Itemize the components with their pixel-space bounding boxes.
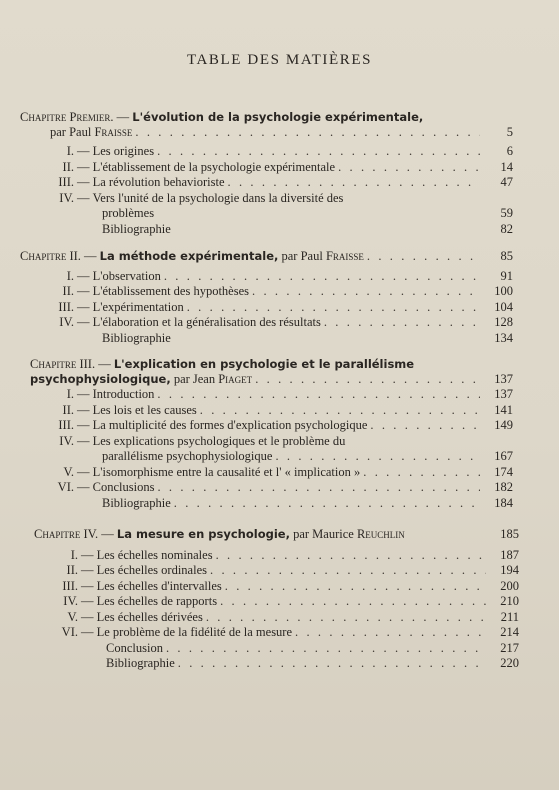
chapter-label: Chapitre IV. [34, 527, 99, 541]
leader-dots [178, 656, 486, 671]
section-title: Les origines [92, 144, 155, 158]
author-name: Fraisse [325, 249, 364, 263]
bibliography-entry [20, 331, 513, 347]
section-title: L'établissement de la psychologie expérimentale [92, 159, 336, 174]
author-name: Piaget [218, 371, 253, 386]
page-number: 82 [500, 221, 513, 236]
section-number: V. [63, 464, 74, 479]
author-prefix: par Maurice [293, 527, 357, 541]
section-title: L'élaboration et la généralisation des résultats [92, 315, 321, 329]
section-title: Les échelles nominales [96, 547, 213, 562]
toc-entry: IV. — Les échelles de rapports . . . 210 [24, 594, 519, 610]
toc-entry: III. — L'expérimentation . . . 104 [20, 300, 513, 316]
toc-entry: I. — Introduction . . . 137 [20, 387, 513, 403]
page-number: 217 [500, 640, 519, 655]
toc-entry: IV. — L'élaboration et la généralisation des résultats . . . 128 [20, 315, 513, 331]
leader-dots [295, 625, 486, 640]
chapter-label: Chapitre Premier. [20, 110, 114, 124]
page-number: 184 [494, 495, 513, 510]
bibliography-entry [24, 656, 519, 672]
page-number: 167 [494, 449, 513, 463]
page-number: 194 [500, 563, 519, 577]
leader-dots [216, 548, 486, 563]
page-number: 220 [500, 656, 519, 670]
toc-entry: II. — L'établissement de la psychologie expérimentale . . . 14 [20, 160, 513, 176]
toc-entry: I. — L'observation . . . 91 [20, 269, 513, 285]
bibliography-label: Bibliographie [102, 330, 171, 345]
author-name: Reuchlin [356, 527, 405, 541]
section-number: III. [58, 299, 74, 314]
leader-dots [370, 418, 480, 433]
page-number: 211 [500, 609, 519, 624]
section-title-continued: problèmes [102, 206, 155, 220]
page-number: 185 [500, 527, 519, 541]
section-title: La révolution behavioriste [92, 175, 225, 189]
section-number: V. [67, 609, 78, 624]
leader-dots [210, 563, 486, 578]
page-number: 14 [500, 159, 513, 174]
author-prefix: par Jean [173, 371, 219, 386]
bibliography-label: Bibliographie [106, 656, 175, 670]
chapter-author-line [20, 125, 513, 141]
toc-entry: IV. — Les explications psychologiques et le problème du [20, 434, 513, 450]
chapter-heading [20, 249, 513, 264]
chapter-title-continued [30, 372, 513, 388]
leader-dots [363, 465, 480, 480]
leader-dots [157, 480, 480, 495]
section-number: VI. [61, 625, 78, 639]
toc-entry-continued [20, 449, 513, 465]
toc-entry: II. — Les lois et les causes . . . 141 [20, 403, 513, 419]
toc-entry: V. — L'isomorphisme entre la causalité et l' « implication » . . . 174 [20, 465, 513, 481]
chapter-title: L'évolution de la psychologie expérimentale, [132, 110, 424, 124]
leader-dots [324, 315, 480, 330]
section-number: I. [70, 547, 78, 562]
section-title: Les échelles dérivées [96, 609, 203, 624]
page-title: TABLE DES MATIÈRES [186, 52, 373, 68]
toc-entry: III. — La révolution behavioriste . . . 47 [20, 175, 513, 191]
section-number: III. [62, 578, 78, 593]
section-number: II. [66, 563, 78, 577]
page-number: 128 [494, 315, 513, 329]
section-number: II. [62, 159, 74, 174]
page-number: 91 [500, 268, 513, 283]
leader-dots [187, 300, 480, 315]
page-number: 174 [494, 464, 513, 479]
chapter-heading [30, 357, 513, 372]
leader-dots [220, 594, 486, 609]
section-number: IV. [59, 315, 74, 329]
toc-entry: II. — Les échelles ordinales . . . 194 [24, 563, 519, 579]
page-number: 149 [494, 418, 513, 432]
toc-entry: III. — Les échelles d'intervalles . . . 200 [24, 579, 519, 595]
page-number: 137 [494, 387, 513, 401]
section-title: L'observation [92, 268, 161, 283]
toc-entry: VI. — Le problème de la fidélité de la mesure . . . 214 [24, 625, 519, 641]
section-title: Les échelles ordinales [96, 563, 207, 577]
toc-entry: I. — Les origines . . . 6 [20, 144, 513, 160]
bibliography-entry [20, 222, 513, 238]
section-number: I. [66, 387, 74, 401]
leader-dots [228, 175, 480, 190]
page-number: 214 [500, 625, 519, 639]
section-title: Les échelles d'intervalles [96, 578, 222, 593]
leader-dots [200, 403, 480, 418]
section-title: L'expérimentation [92, 299, 184, 314]
section-title: L'établissement des hypothèses [92, 284, 250, 298]
leader-dots [164, 269, 480, 284]
page-number: 141 [494, 402, 513, 417]
page-number: 85 [500, 249, 513, 263]
leader-dots [174, 496, 480, 511]
bibliography-label: Bibliographie [102, 495, 171, 510]
toc-entry: IV. — Vers l'unité de la psychologie dans la diversité des [20, 191, 513, 207]
author-prefix: par Paul [50, 124, 95, 139]
chapter-heading [34, 527, 519, 542]
chapter-label: Chapitre II. [20, 249, 81, 263]
section-number: III. [58, 418, 74, 432]
chapter-title-line-2: psychophysiologique, [30, 371, 171, 386]
page-number: 5 [506, 124, 513, 139]
section-title: Les échelles de rapports [96, 594, 218, 608]
leader-dots [225, 579, 486, 594]
page-number: 104 [494, 299, 513, 314]
chapter-2 [20, 249, 513, 346]
section-number: IV. [59, 190, 74, 205]
conclusion-label: Conclusion [106, 640, 163, 655]
leader-dots [206, 610, 486, 625]
section-title: Les lois et les causes [92, 402, 197, 417]
page-number: 210 [500, 594, 519, 608]
conclusion-entry [24, 641, 519, 657]
author-prefix: par Paul [281, 249, 326, 263]
leader-dots [367, 249, 480, 264]
separator: — [80, 249, 100, 263]
author-name: Fraisse [94, 124, 133, 139]
separator: — [98, 527, 117, 541]
page-number: 200 [500, 578, 519, 593]
section-title: Conclusions [92, 480, 155, 494]
toc-entry: III. — La multiplicité des formes d'explication psychologique . . . 149 [20, 418, 513, 434]
leader-dots [166, 641, 486, 656]
section-title: Introduction [92, 387, 155, 401]
toc-entry: I. — Les échelles nominales . . . 187 [24, 548, 519, 564]
bibliography-label: Bibliographie [102, 221, 171, 236]
chapter-title: La mesure en psychologie, [116, 527, 290, 541]
toc-entry: VI. — Conclusions . . . 182 [20, 480, 513, 496]
leader-dots [252, 284, 480, 299]
section-number: VI. [57, 480, 74, 494]
section-title: Les explications psychologiques et le problème du [92, 433, 346, 448]
page-number: 182 [494, 480, 513, 494]
section-number: II. [62, 284, 74, 298]
section-title: Vers l'unité de la psychologie dans la diversité des [92, 190, 344, 205]
chapter-label: Chapitre III. [30, 357, 96, 371]
leader-dots [255, 372, 480, 387]
leader-dots [338, 160, 480, 175]
section-title: Le problème de la fidélité de la mesure [96, 625, 293, 639]
separator: — [95, 357, 114, 371]
section-number: IV. [63, 594, 78, 608]
chapter-heading [20, 110, 513, 125]
page-number: 47 [500, 175, 513, 189]
section-title-continued: parallélisme psychophysiologique [102, 449, 273, 463]
section-number: IV. [59, 433, 74, 448]
toc-entry: V. — Les échelles dérivées . . . 211 [24, 610, 519, 626]
section-number: I. [66, 144, 74, 158]
leader-dots [157, 144, 480, 159]
chapter-4 [34, 527, 519, 672]
section-title: L'isomorphisme entre la causalité et l' « implication » [92, 464, 361, 479]
page-number: 137 [494, 371, 513, 386]
page-number: 6 [506, 144, 513, 158]
leader-dots [275, 449, 480, 464]
leader-dots [157, 387, 480, 402]
toc-entry-continued [20, 206, 513, 222]
page-number: 59 [500, 206, 513, 220]
chapter-title: La méthode expérimentale, [99, 249, 279, 263]
section-title: La multiplicité des formes d'explication psychologique [92, 418, 368, 432]
page-number: 134 [494, 330, 513, 345]
section-number: I. [66, 268, 74, 283]
page-number: 187 [500, 547, 519, 562]
chapter-1 [20, 110, 513, 237]
page-number: 100 [494, 284, 513, 298]
bibliography-entry [20, 496, 513, 512]
toc-entry: II. — L'établissement des hypothèses . . . 100 [20, 284, 513, 300]
chapter-title: L'explication en psychologie et le parallélisme [113, 357, 415, 371]
chapter-3 [30, 357, 513, 511]
leader-dots [135, 125, 480, 140]
section-number: III. [58, 175, 74, 189]
section-number: II. [62, 402, 74, 417]
separator: — [113, 110, 133, 124]
